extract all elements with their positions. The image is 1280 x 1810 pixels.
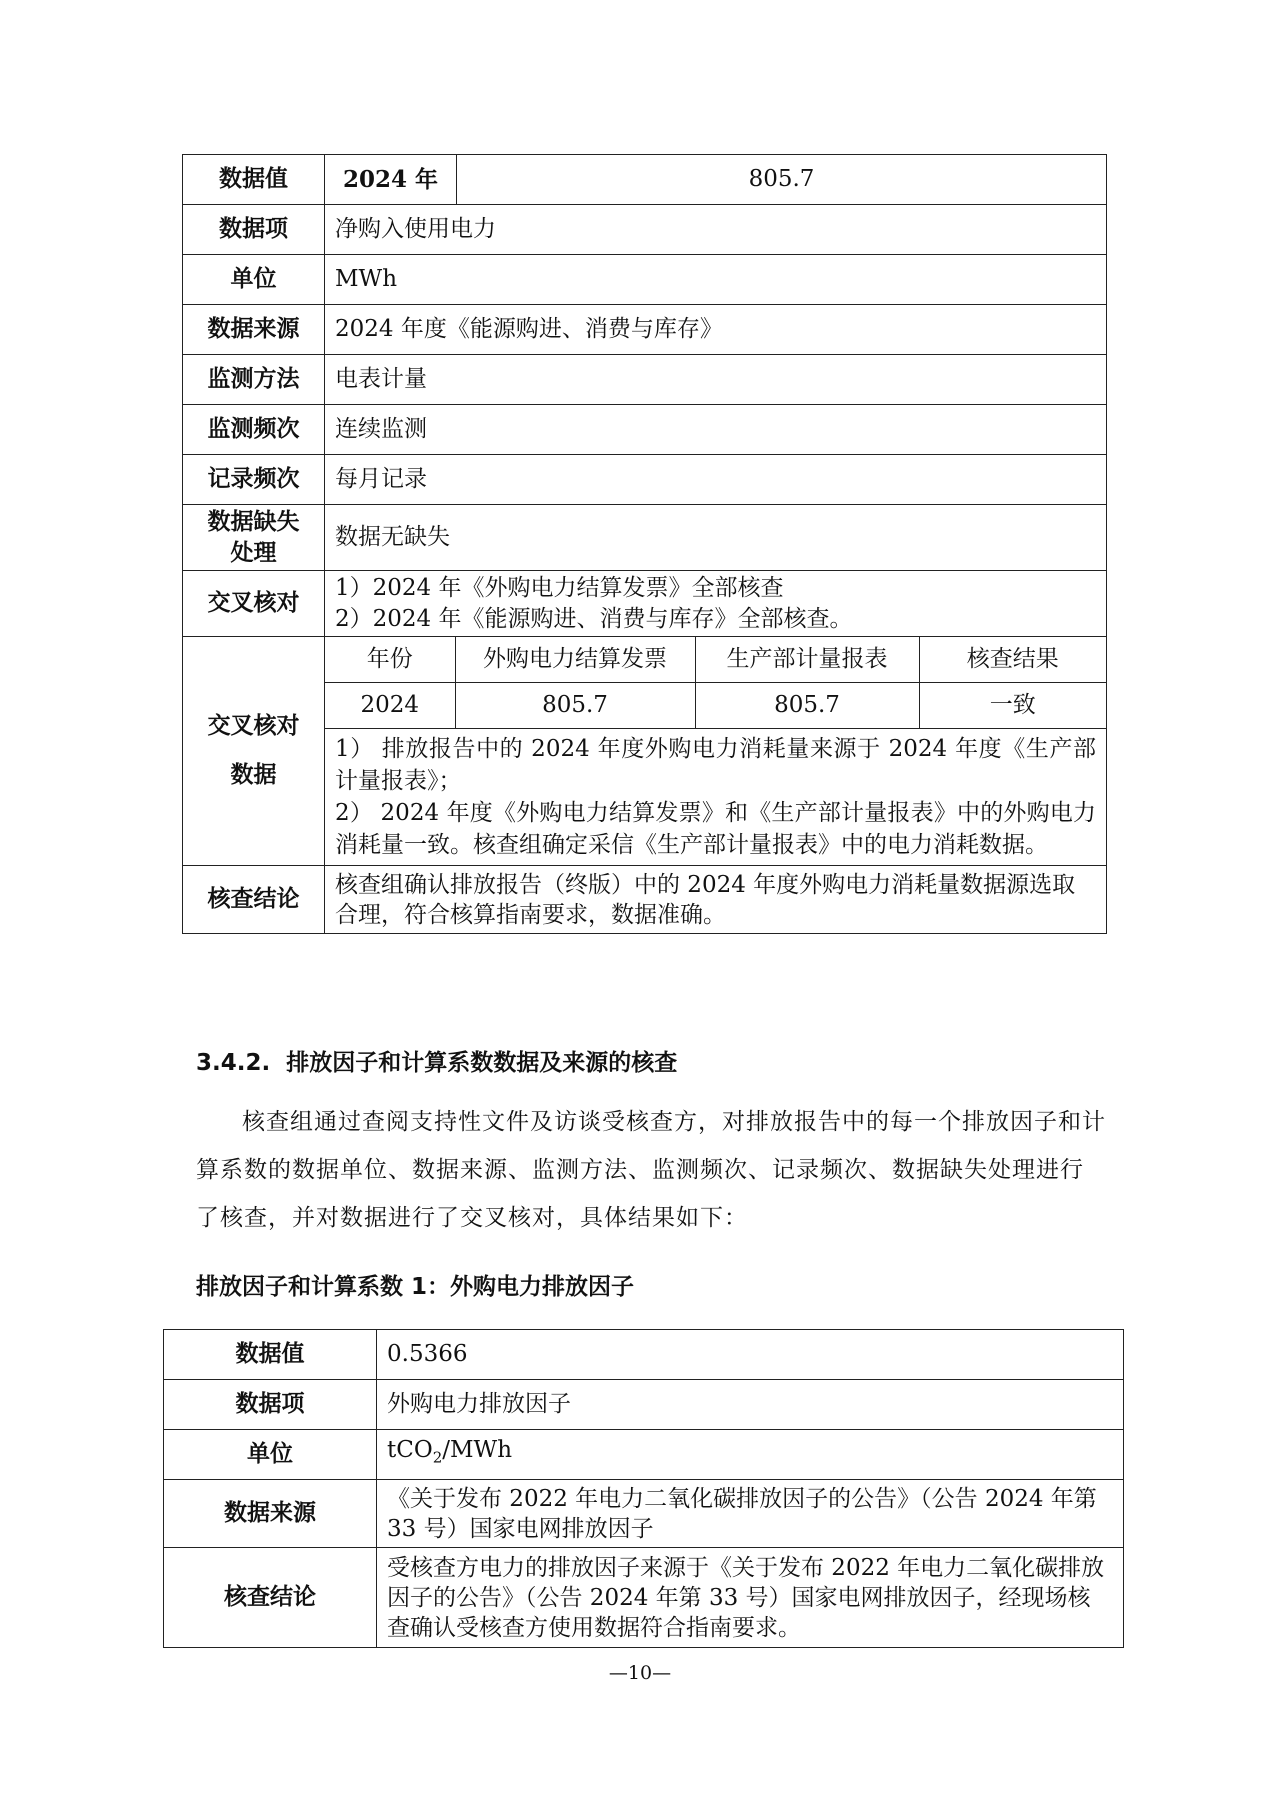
unit-prefix: tCO — [387, 1437, 433, 1464]
header-year: 年份 — [325, 637, 455, 683]
label-recording-frequency: 记录频次 — [183, 455, 325, 505]
label-line: 处理 — [230, 539, 277, 566]
label-cross-check: 交叉核对 — [183, 571, 325, 637]
label-data-item: 数据项 — [183, 205, 325, 255]
electricity-data-table — [182, 154, 1107, 934]
label-cross-check-data — [183, 637, 325, 866]
factor-item-cell: 外购电力排放因子 — [377, 1380, 1124, 1430]
cell-meter-report: 805.7 — [695, 683, 919, 729]
factor-conclusion-cell: 受核查方电力的排放因子来源于《关于发布 2022 年电力二氧化碳排放因子的公告》（公告 2024 年第 33 号）国家电网排放因子，经现场核查确认受核查方使用数据符合指南要求。 — [377, 1548, 1124, 1648]
label-data-value: 数据值 — [183, 155, 325, 205]
monitoring-frequency-cell: 连续监测 — [325, 405, 1107, 455]
label-line: 数据缺失 — [207, 508, 300, 535]
label-monitoring-method: 监测方法 — [183, 355, 325, 405]
recording-frequency-cell: 每月记录 — [325, 455, 1107, 505]
data-value-cell: 805.7 — [457, 155, 1107, 205]
factor-source-cell: 《关于发布 2022 年电力二氧化碳排放因子的公告》（公告 2024 年第 33 号）国家电网排放因子 — [377, 1480, 1124, 1548]
label-conclusion: 核查结论 — [164, 1548, 377, 1648]
section-paragraph: 核查组通过查阅支持性文件及访谈受核查方，对排放报告中的每一个排放因子和计算系数的数据单位、数据来源、监测方法、监测频次、记录频次、数据缺失处理进行了核查，并对数据进行了交叉核对，具体结果如下： — [196, 1109, 1106, 1231]
cell-invoice: 805.7 — [455, 683, 695, 729]
label-data-source: 数据来源 — [183, 305, 325, 355]
year-cell: 2024 年 — [325, 155, 457, 205]
label-data-value: 数据值 — [164, 1330, 377, 1380]
unit-subscript: 2 — [432, 1448, 443, 1467]
cross-check-data-cell — [325, 637, 1107, 866]
factor-value-cell: 0.5366 — [377, 1330, 1124, 1380]
cross-check-cell — [325, 571, 1107, 637]
header-invoice: 外购电力结算发票 — [455, 637, 695, 683]
label-line: 数据 — [230, 762, 277, 788]
data-item-cell: 净购入使用电力 — [325, 205, 1107, 255]
unit-suffix: /MWh — [442, 1437, 513, 1464]
cross-check-note: 2） 2024 年度《外购电力结算发票》和《生产部计量报表》中的外购电力消耗量一致。核查组确定采信《生产部计量报表》中的电力消耗数据。 — [335, 800, 1097, 858]
header-result: 核查结果 — [919, 637, 1106, 683]
cross-check-note: 1） 排放报告中的 2024 年度外购电力消耗量来源于 2024 年度《生产部计量报表》； — [335, 736, 1097, 794]
label-unit: 单位 — [164, 1430, 377, 1480]
label-conclusion: 核查结论 — [183, 866, 325, 934]
cross-check-line: 2）2024 年《能源购进、消费与库存》全部核查。 — [335, 605, 853, 632]
cross-check-comparison-table — [325, 637, 1106, 728]
label-line: 交叉核对 — [207, 713, 300, 739]
section-heading — [196, 1044, 677, 1077]
monitoring-method-cell: 电表计量 — [325, 355, 1107, 405]
conclusion-cell: 核查组确认排放报告（终版）中的 2024 年度外购电力消耗量数据源选取合理，符合核算指南要求，数据准确。 — [325, 866, 1107, 934]
section-number: 3.4.2. — [196, 1050, 271, 1076]
subheading: 排放因子和计算系数 1：外购电力排放因子 — [196, 1274, 635, 1300]
cross-check-line: 1）2024 年《外购电力结算发票》全部核查 — [335, 574, 784, 601]
label-data-item: 数据项 — [164, 1380, 377, 1430]
cell-result: 一致 — [989, 692, 1036, 718]
factor-unit-cell — [377, 1430, 1124, 1480]
missing-data-cell: 数据无缺失 — [325, 505, 1107, 571]
section-title: 排放因子和计算系数数据及来源的核查 — [286, 1050, 678, 1076]
unit-cell: MWh — [325, 255, 1107, 305]
label-data-source: 数据来源 — [164, 1480, 377, 1548]
cell-year: 2024 — [325, 683, 455, 729]
label-unit: 单位 — [183, 255, 325, 305]
label-missing-data — [183, 505, 325, 571]
header-meter-report: 生产部计量报表 — [695, 637, 919, 683]
emission-factor-table — [163, 1329, 1124, 1648]
cross-check-notes — [325, 728, 1106, 865]
page-number: —10— — [608, 1662, 672, 1684]
label-monitoring-frequency: 监测频次 — [183, 405, 325, 455]
data-source-cell: 2024 年度《能源购进、消费与库存》 — [325, 305, 1107, 355]
